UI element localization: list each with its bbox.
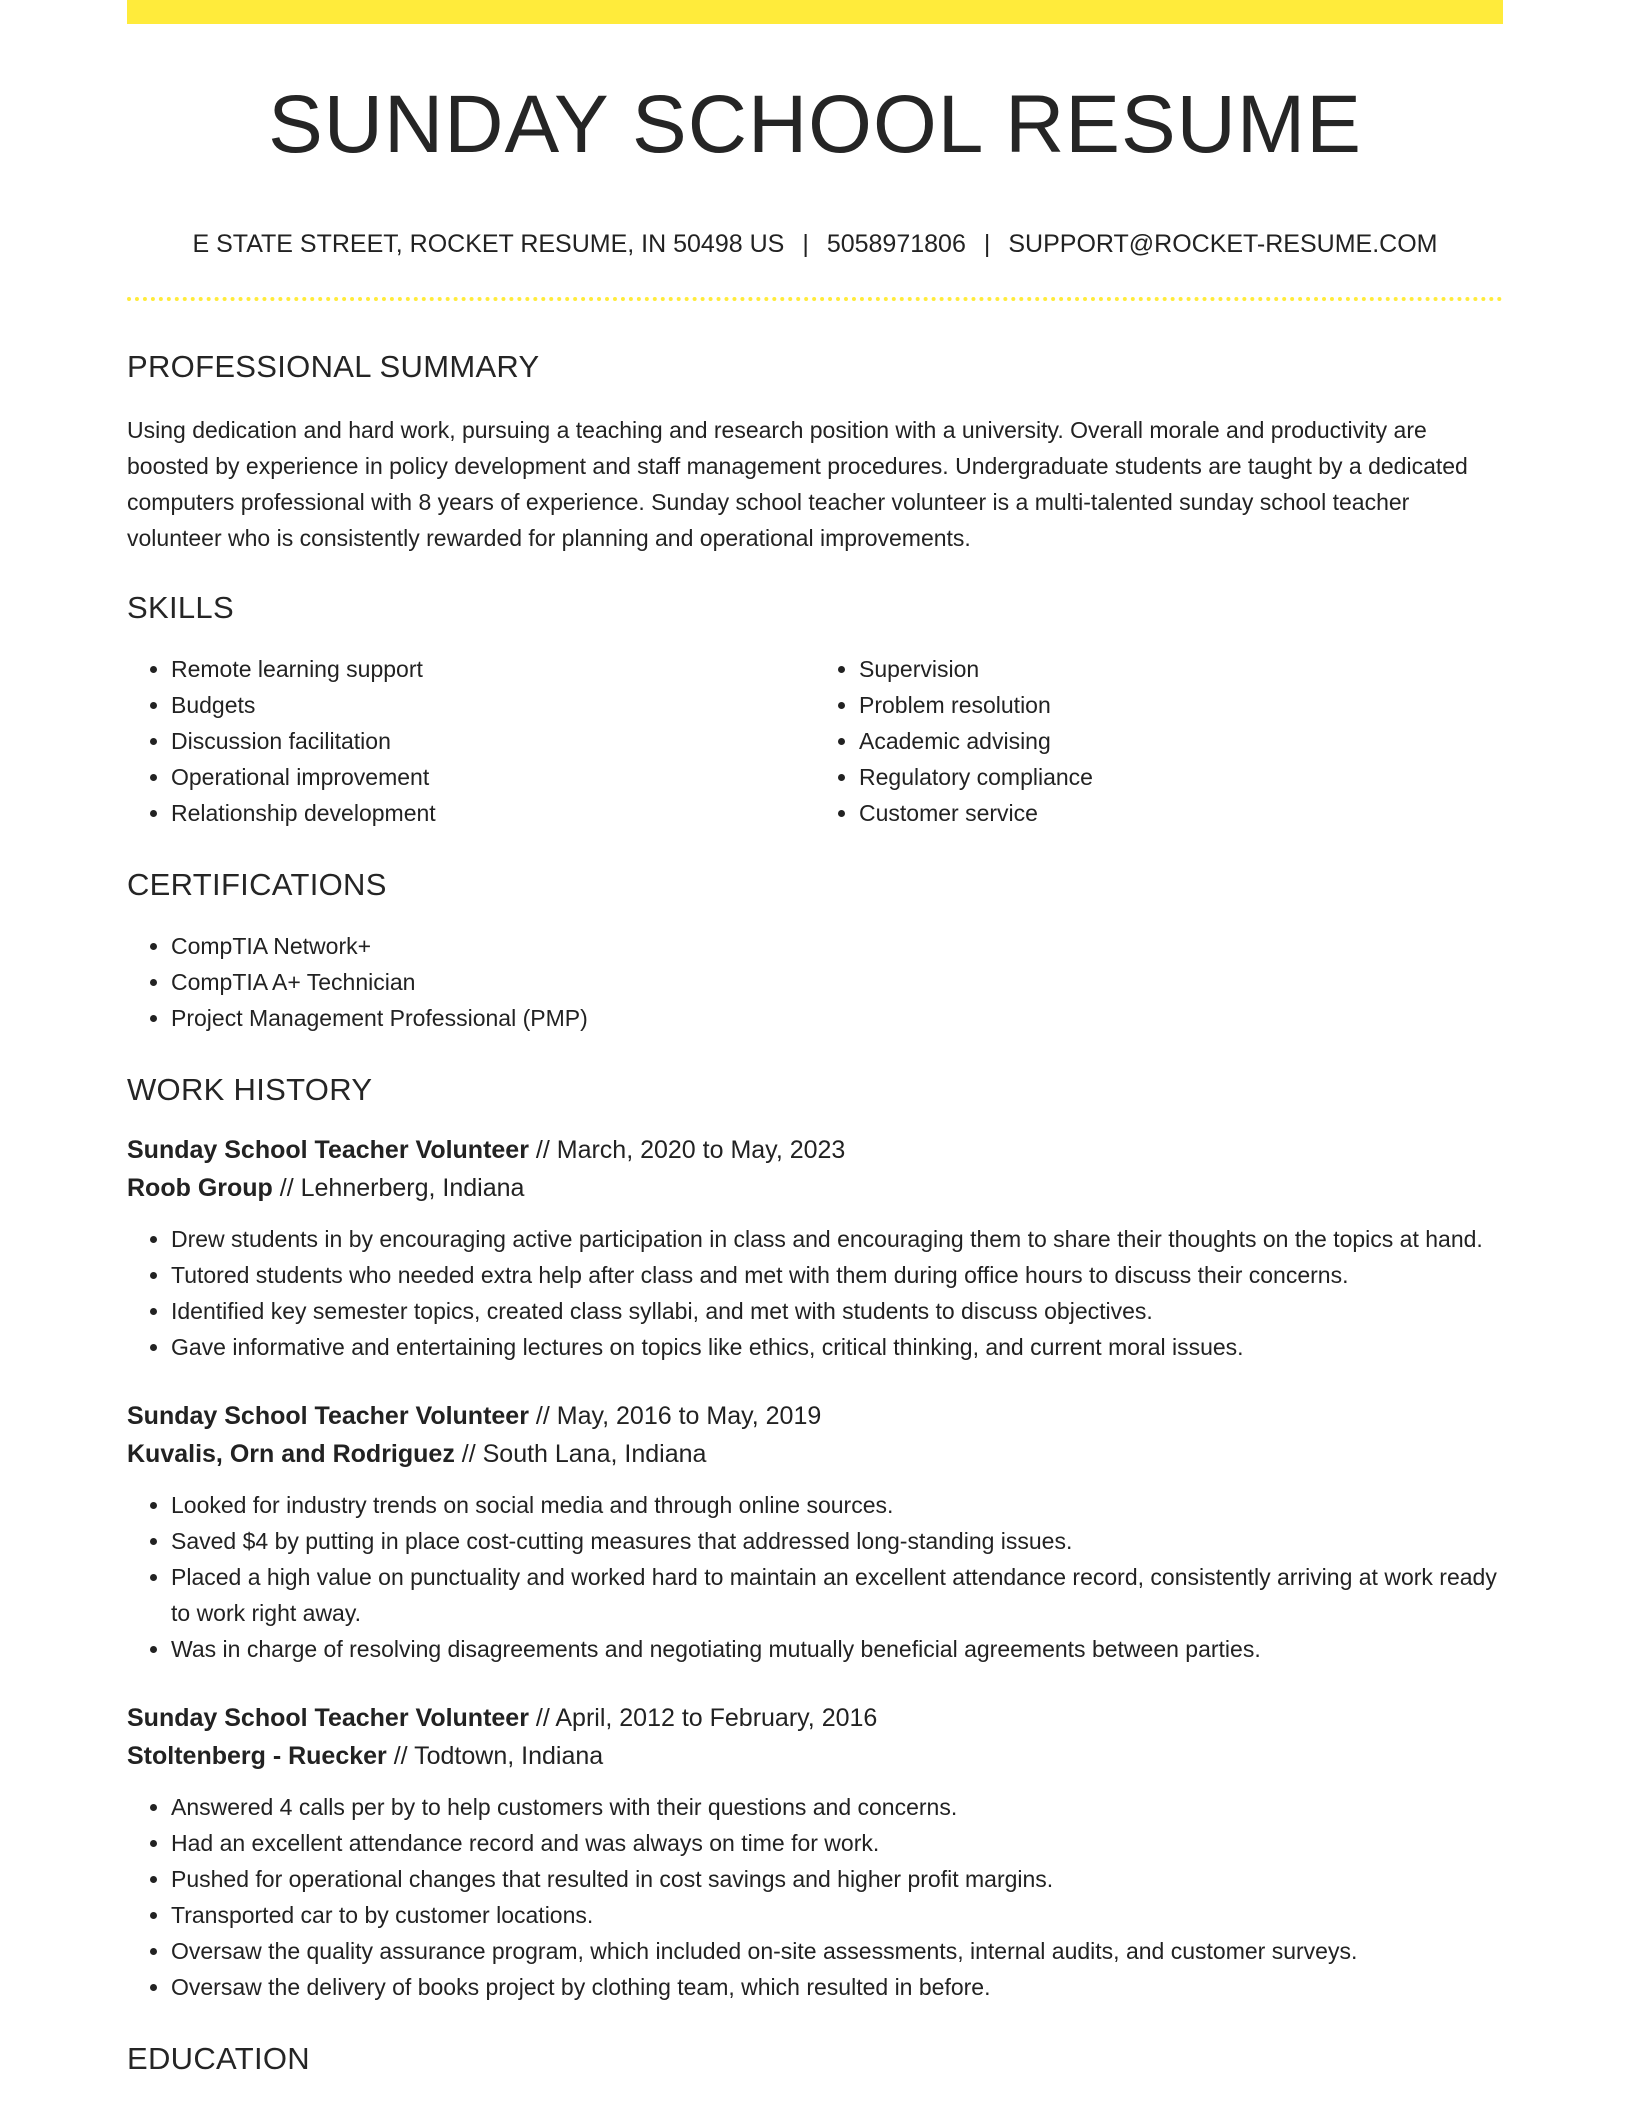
job-role: Sunday School Teacher Volunteer: [127, 1402, 529, 1430]
job-bullets: [127, 1487, 1503, 1667]
job-bullet: • Was in charge of resolving disagreements and negotiating mutually beneficial agreements between parties.: [171, 1631, 1503, 1667]
job-entry: [127, 1397, 1503, 1667]
job-location: Todtown, Indiana: [414, 1742, 604, 1770]
job-bullet: • Saved $4 by putting in place cost-cutting measures that addressed long-standing issues.: [171, 1523, 1503, 1559]
skill-item: • Budgets: [171, 687, 815, 723]
skill-item: • Customer service: [859, 795, 1503, 831]
job-company: Kuvalis, Orn and Rodriguez: [127, 1440, 455, 1468]
job-dates: March, 2020 to May, 2023: [556, 1136, 846, 1164]
skill-item: • Discussion facilitation: [171, 723, 815, 759]
skill-item: • Problem resolution: [859, 687, 1503, 723]
job-role-line: [127, 1699, 1503, 1737]
skill-item: • Supervision: [859, 651, 1503, 687]
job-bullet: • Pushed for operational changes that resulted in cost savings and higher profit margins.: [171, 1861, 1503, 1897]
job-entry: [127, 1699, 1503, 2005]
job-separator: //: [528, 1136, 557, 1164]
job-location: Lehnerberg, Indiana: [300, 1174, 525, 1202]
job-company-line: [127, 1169, 1503, 1207]
certification-item: • CompTIA Network+: [171, 928, 1503, 964]
job-bullet: • Placed a high value on punctuality and worked hard to maintain an excellent attendance record, consistently arriving at work ready to work right away.: [171, 1559, 1503, 1631]
job-bullet: • Had an excellent attendance record and was always on time for work.: [171, 1825, 1503, 1861]
job-bullet: • Tutored students who needed extra help after class and met with them during office hours to discuss their concerns.: [171, 1257, 1503, 1293]
summary-heading: PROFESSIONAL SUMMARY: [127, 349, 540, 384]
certifications-heading: CERTIFICATIONS: [127, 867, 387, 902]
job-dates: April, 2012 to February, 2016: [555, 1704, 878, 1732]
job-separator: //: [386, 1742, 415, 1770]
job-bullet: • Oversaw the quality assurance program, which included on-site assessments, internal audits, and customer surveys.: [171, 1933, 1503, 1969]
job-company: Roob Group: [127, 1174, 273, 1202]
job-bullet: • Identified key semester topics, created class syllabi, and met with students to discuss objectives.: [171, 1293, 1503, 1329]
contact-email: SUPPORT@ROCKET-RESUME.COM: [1008, 230, 1438, 258]
contact-phone: 5058971806: [826, 230, 966, 258]
job-dates: May, 2016 to May, 2019: [556, 1402, 822, 1430]
skill-item: • Operational improvement: [171, 759, 815, 795]
contact-address: E STATE STREET, ROCKET RESUME, IN 50498 US: [192, 230, 785, 258]
dotted-divider: [127, 297, 1503, 301]
job-separator: //: [528, 1704, 556, 1732]
job-company: Stoltenberg - Ruecker: [127, 1742, 387, 1770]
certifications-list: [127, 928, 1503, 1036]
summary-text: Using dedication and hard work, pursuing a teaching and research position with a university. Overall morale and productivity are boosted by experience in policy development and staff management procedures. Undergraduate students are taught by a dedicated computers professional with 8 years of experience. Sunday school teacher volunteer is a multi-talented sunday school teacher volunteer who is consistently rewarded for planning and operational improvements.: [127, 417, 1468, 551]
resume-title: SUNDAY SCHOOL RESUME: [268, 79, 1362, 170]
job-bullet: • Gave informative and entertaining lectures on topics like ethics, critical thinking, and current moral issues.: [171, 1329, 1503, 1365]
job-company-line: [127, 1435, 1503, 1473]
job-bullet: • Looked for industry trends on social media and through online sources.: [171, 1487, 1503, 1523]
job-location: South Lana, Indiana: [482, 1440, 707, 1468]
skill-item: • Relationship development: [171, 795, 815, 831]
certification-item: • Project Management Professional (PMP): [171, 1000, 1503, 1036]
work-history-heading: WORK HISTORY: [127, 1072, 373, 1107]
job-bullet: • Drew students in by encouraging active participation in class and encouraging them to share their thoughts on the topics at hand.: [171, 1221, 1503, 1257]
resume-page: [127, 0, 1503, 2074]
job-bullets: [127, 1221, 1503, 1365]
job-role: Sunday School Teacher Volunteer: [127, 1704, 529, 1732]
job-bullet: • Transported car to by customer locations.: [171, 1897, 1503, 1933]
skills-list-right: [815, 651, 1503, 831]
skills-list-left: [127, 651, 815, 831]
job-separator: //: [454, 1440, 483, 1468]
skill-item: • Remote learning support: [171, 651, 815, 687]
certification-item: • CompTIA A+ Technician: [171, 964, 1503, 1000]
accent-top-bar: [127, 0, 1503, 24]
skills-columns: [127, 651, 1503, 831]
job-role: Sunday School Teacher Volunteer: [127, 1136, 529, 1164]
job-company-line: [127, 1737, 1503, 1775]
skills-heading: SKILLS: [127, 590, 234, 625]
contact-separator: |: [983, 230, 991, 258]
education-heading: EDUCATION: [127, 2041, 310, 2076]
job-role-line: [127, 1397, 1503, 1435]
job-separator: //: [272, 1174, 301, 1202]
job-bullet: • Oversaw the delivery of books project by clothing team, which resulted in before.: [171, 1969, 1503, 2005]
skill-item: • Regulatory compliance: [859, 759, 1503, 795]
contact-line: [127, 232, 1503, 257]
skill-item: • Academic advising: [859, 723, 1503, 759]
job-bullets: [127, 1789, 1503, 2005]
job-separator: //: [528, 1402, 557, 1430]
job-entry: [127, 1131, 1503, 1365]
job-role-line: [127, 1131, 1503, 1169]
contact-separator: |: [802, 230, 809, 258]
job-bullet: • Answered 4 calls per by to help customers with their questions and concerns.: [171, 1789, 1503, 1825]
